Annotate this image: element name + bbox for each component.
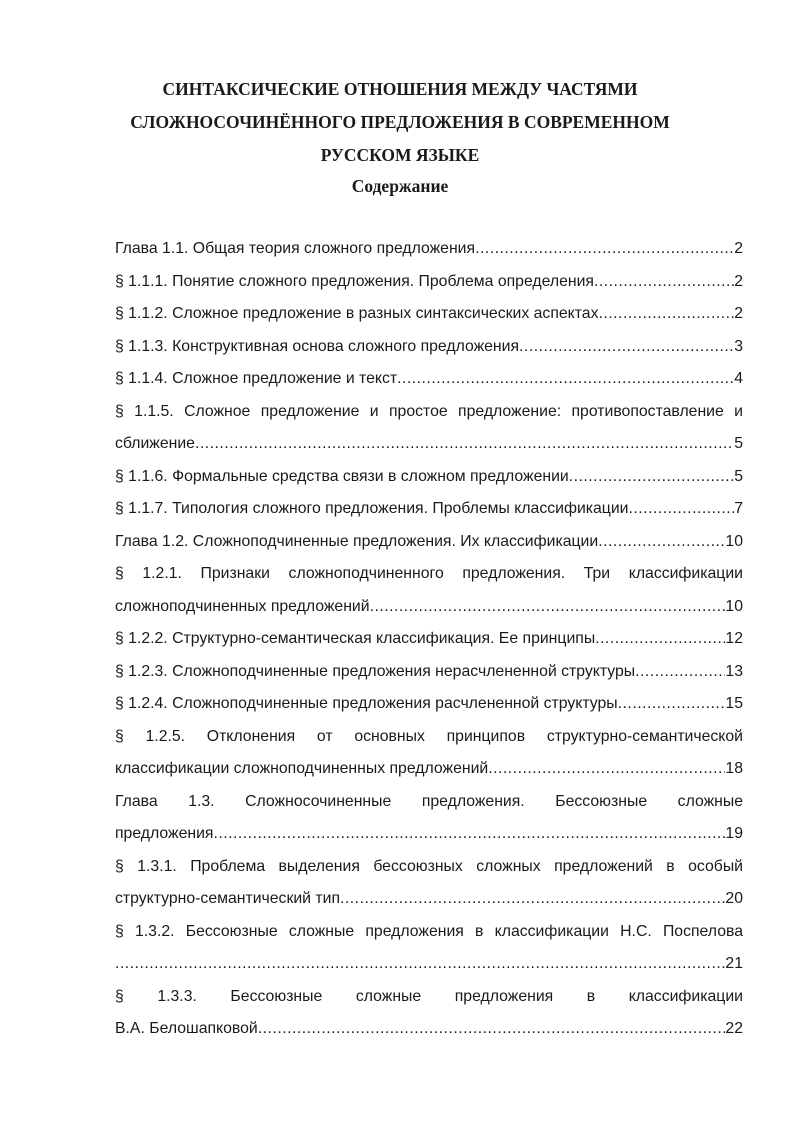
- toc-entry-row: [115, 428, 743, 461]
- toc-page-number: 21: [725, 955, 743, 972]
- toc-entry[interactable]: [115, 331, 743, 364]
- toc-entry-title-line: § 1.3.2. Бессоюзные сложные предложения в классификации Н.С. Поспелова: [115, 922, 743, 940]
- toc-entry-row: [115, 298, 743, 331]
- toc-entry-title: сложноподчиненных предложений: [115, 597, 370, 615]
- dot-leader: [258, 1013, 726, 1046]
- dot-leader: [370, 591, 726, 624]
- toc-entry[interactable]: [115, 851, 743, 916]
- toc-entry-row: [115, 623, 743, 656]
- dot-leader: [195, 428, 734, 461]
- toc-entry-title-line: § 1.1.5. Сложное предложение и простое предложение: противопоставление и: [115, 402, 743, 420]
- toc-entry[interactable]: [115, 688, 743, 721]
- toc-page-number: 10: [725, 597, 743, 615]
- toc-entry-title: классификации сложноподчиненных предложений: [115, 760, 489, 777]
- toc-entry-title: § 1.1.4. Сложное предложение и текст: [115, 370, 398, 387]
- toc-entry-row: [115, 363, 743, 396]
- toc-page-number: 22: [725, 1020, 743, 1037]
- toc-entry[interactable]: [115, 623, 743, 656]
- toc-entry-title-line: Глава 1.3. Сложносочиненные предложения. Бессоюзные сложные: [115, 792, 743, 810]
- toc-entry-title-line: § 1.2.1. Признаки сложноподчиненного предложения. Три классификации: [115, 565, 743, 582]
- dot-leader: [488, 753, 725, 786]
- dot-leader: [397, 363, 734, 396]
- toc-page-number: 20: [725, 890, 743, 907]
- toc-entry-row: [115, 591, 743, 624]
- dot-leader: [569, 461, 734, 494]
- toc-entry-title: § 1.1.3. Конструктивная основа сложного предложения: [115, 337, 520, 355]
- toc-entry-row: [115, 331, 743, 364]
- toc-entry[interactable]: [115, 981, 743, 1046]
- toc-entry[interactable]: [115, 656, 743, 689]
- toc-entry[interactable]: [115, 233, 743, 266]
- dot-leader: [618, 688, 726, 721]
- toc-entry[interactable]: [115, 461, 743, 494]
- toc-entry[interactable]: [115, 526, 743, 559]
- toc-page-number: 5: [734, 467, 743, 485]
- toc-entry-row: [115, 493, 743, 526]
- dot-leader: [475, 233, 734, 266]
- dot-leader: [635, 656, 725, 689]
- toc-entry-row: [115, 266, 743, 299]
- toc-entry-title: предложения: [115, 825, 214, 842]
- table-of-contents: [115, 233, 743, 1046]
- toc-entry[interactable]: [115, 493, 743, 526]
- toc-entry[interactable]: [115, 266, 743, 299]
- toc-entry-title: § 1.2.3. Сложноподчиненные предложения нерасчлененной структуры: [115, 662, 636, 680]
- toc-entry[interactable]: [115, 558, 743, 623]
- toc-page-number: 2: [734, 305, 743, 322]
- toc-entry-row: [115, 818, 743, 851]
- toc-entry-row: [115, 656, 743, 689]
- toc-entry-title: § 1.2.2. Структурно-семантическая классификация. Ее принципы: [115, 630, 596, 647]
- toc-page-number: 2: [734, 272, 743, 290]
- toc-entry-title: Глава 1.2. Сложноподчиненные предложения. Их классификации: [115, 532, 599, 550]
- toc-entry-row: [115, 1013, 743, 1046]
- toc-entry[interactable]: [115, 363, 743, 396]
- toc-page-number: 15: [725, 695, 743, 712]
- toc-entry-title: структурно-семантический тип: [115, 890, 341, 907]
- toc-entry-row: [115, 883, 743, 916]
- toc-entry-row: [115, 948, 743, 981]
- toc-entry[interactable]: [115, 721, 743, 786]
- toc-page-number: 4: [734, 370, 743, 387]
- toc-entry-row: [115, 461, 743, 494]
- dot-leader: [115, 948, 725, 981]
- dot-leader: [519, 331, 734, 364]
- toc-entry-row: [115, 753, 743, 786]
- toc-entry-title: § 1.2.4. Сложноподчиненные предложения расчлененной структуры: [115, 695, 618, 712]
- dot-leader: [595, 623, 725, 656]
- toc-entry-row: [115, 688, 743, 721]
- toc-entry-title-line: § 1.3.3. Бессоюзные сложные предложения в классификации: [115, 987, 743, 1005]
- toc-entry[interactable]: [115, 916, 743, 981]
- toc-page-number: 10: [725, 532, 743, 550]
- document-title: [100, 73, 700, 172]
- toc-entry[interactable]: [115, 786, 743, 851]
- toc-entry-title: сближение: [115, 435, 195, 452]
- toc-entry-title: § 1.1.6. Формальные средства связи в сложном предложении: [115, 467, 569, 485]
- toc-page-number: 7: [734, 500, 743, 517]
- toc-entry-title: Глава 1.1. Общая теория сложного предложения: [115, 240, 476, 257]
- toc-entry-title: § 1.1.1. Понятие сложного предложения. Проблема определения: [115, 272, 594, 290]
- toc-entry-title: В.А. Белошапковой: [115, 1020, 258, 1037]
- toc-entry-title-line: § 1.3.1. Проблема выделения бессоюзных сложных предложений в особый: [115, 857, 743, 875]
- dot-leader: [599, 298, 735, 331]
- toc-page-number: 19: [725, 825, 743, 842]
- contents-heading: Содержание: [351, 176, 449, 196]
- title-line: РУССКОМ ЯЗЫКЕ: [320, 145, 480, 165]
- toc-entry-row: [115, 526, 743, 559]
- dot-leader: [594, 266, 734, 299]
- toc-page-number: 3: [734, 337, 743, 355]
- title-line: СЛОЖНОСОЧИНЁННОГО ПРЕДЛОЖЕНИЯ В СОВРЕМЕННОМ: [130, 112, 670, 132]
- toc-page-number: 18: [725, 760, 743, 777]
- title-line: СИНТАКСИЧЕСКИЕ ОТНОШЕНИЯ МЕЖДУ ЧАСТЯМИ: [162, 79, 638, 99]
- dot-leader: [629, 493, 735, 526]
- toc-entry[interactable]: [115, 298, 743, 331]
- toc-entry-row: [115, 233, 743, 266]
- toc-entry-title-line: § 1.2.5. Отклонения от основных принципов структурно-семантической: [115, 727, 743, 745]
- toc-page-number: 2: [734, 240, 743, 257]
- toc-page-number: 12: [725, 630, 743, 647]
- dot-leader: [213, 818, 725, 851]
- toc-page-number: 13: [725, 662, 743, 680]
- toc-entry[interactable]: [115, 396, 743, 461]
- dot-leader: [340, 883, 725, 916]
- toc-page-number: 5: [734, 435, 743, 452]
- toc-entry-title: § 1.1.2. Сложное предложение в разных синтаксических аспектах: [115, 305, 599, 322]
- toc-entry-title: § 1.1.7. Типология сложного предложения. Проблемы классификации: [115, 500, 629, 517]
- dot-leader: [598, 526, 725, 559]
